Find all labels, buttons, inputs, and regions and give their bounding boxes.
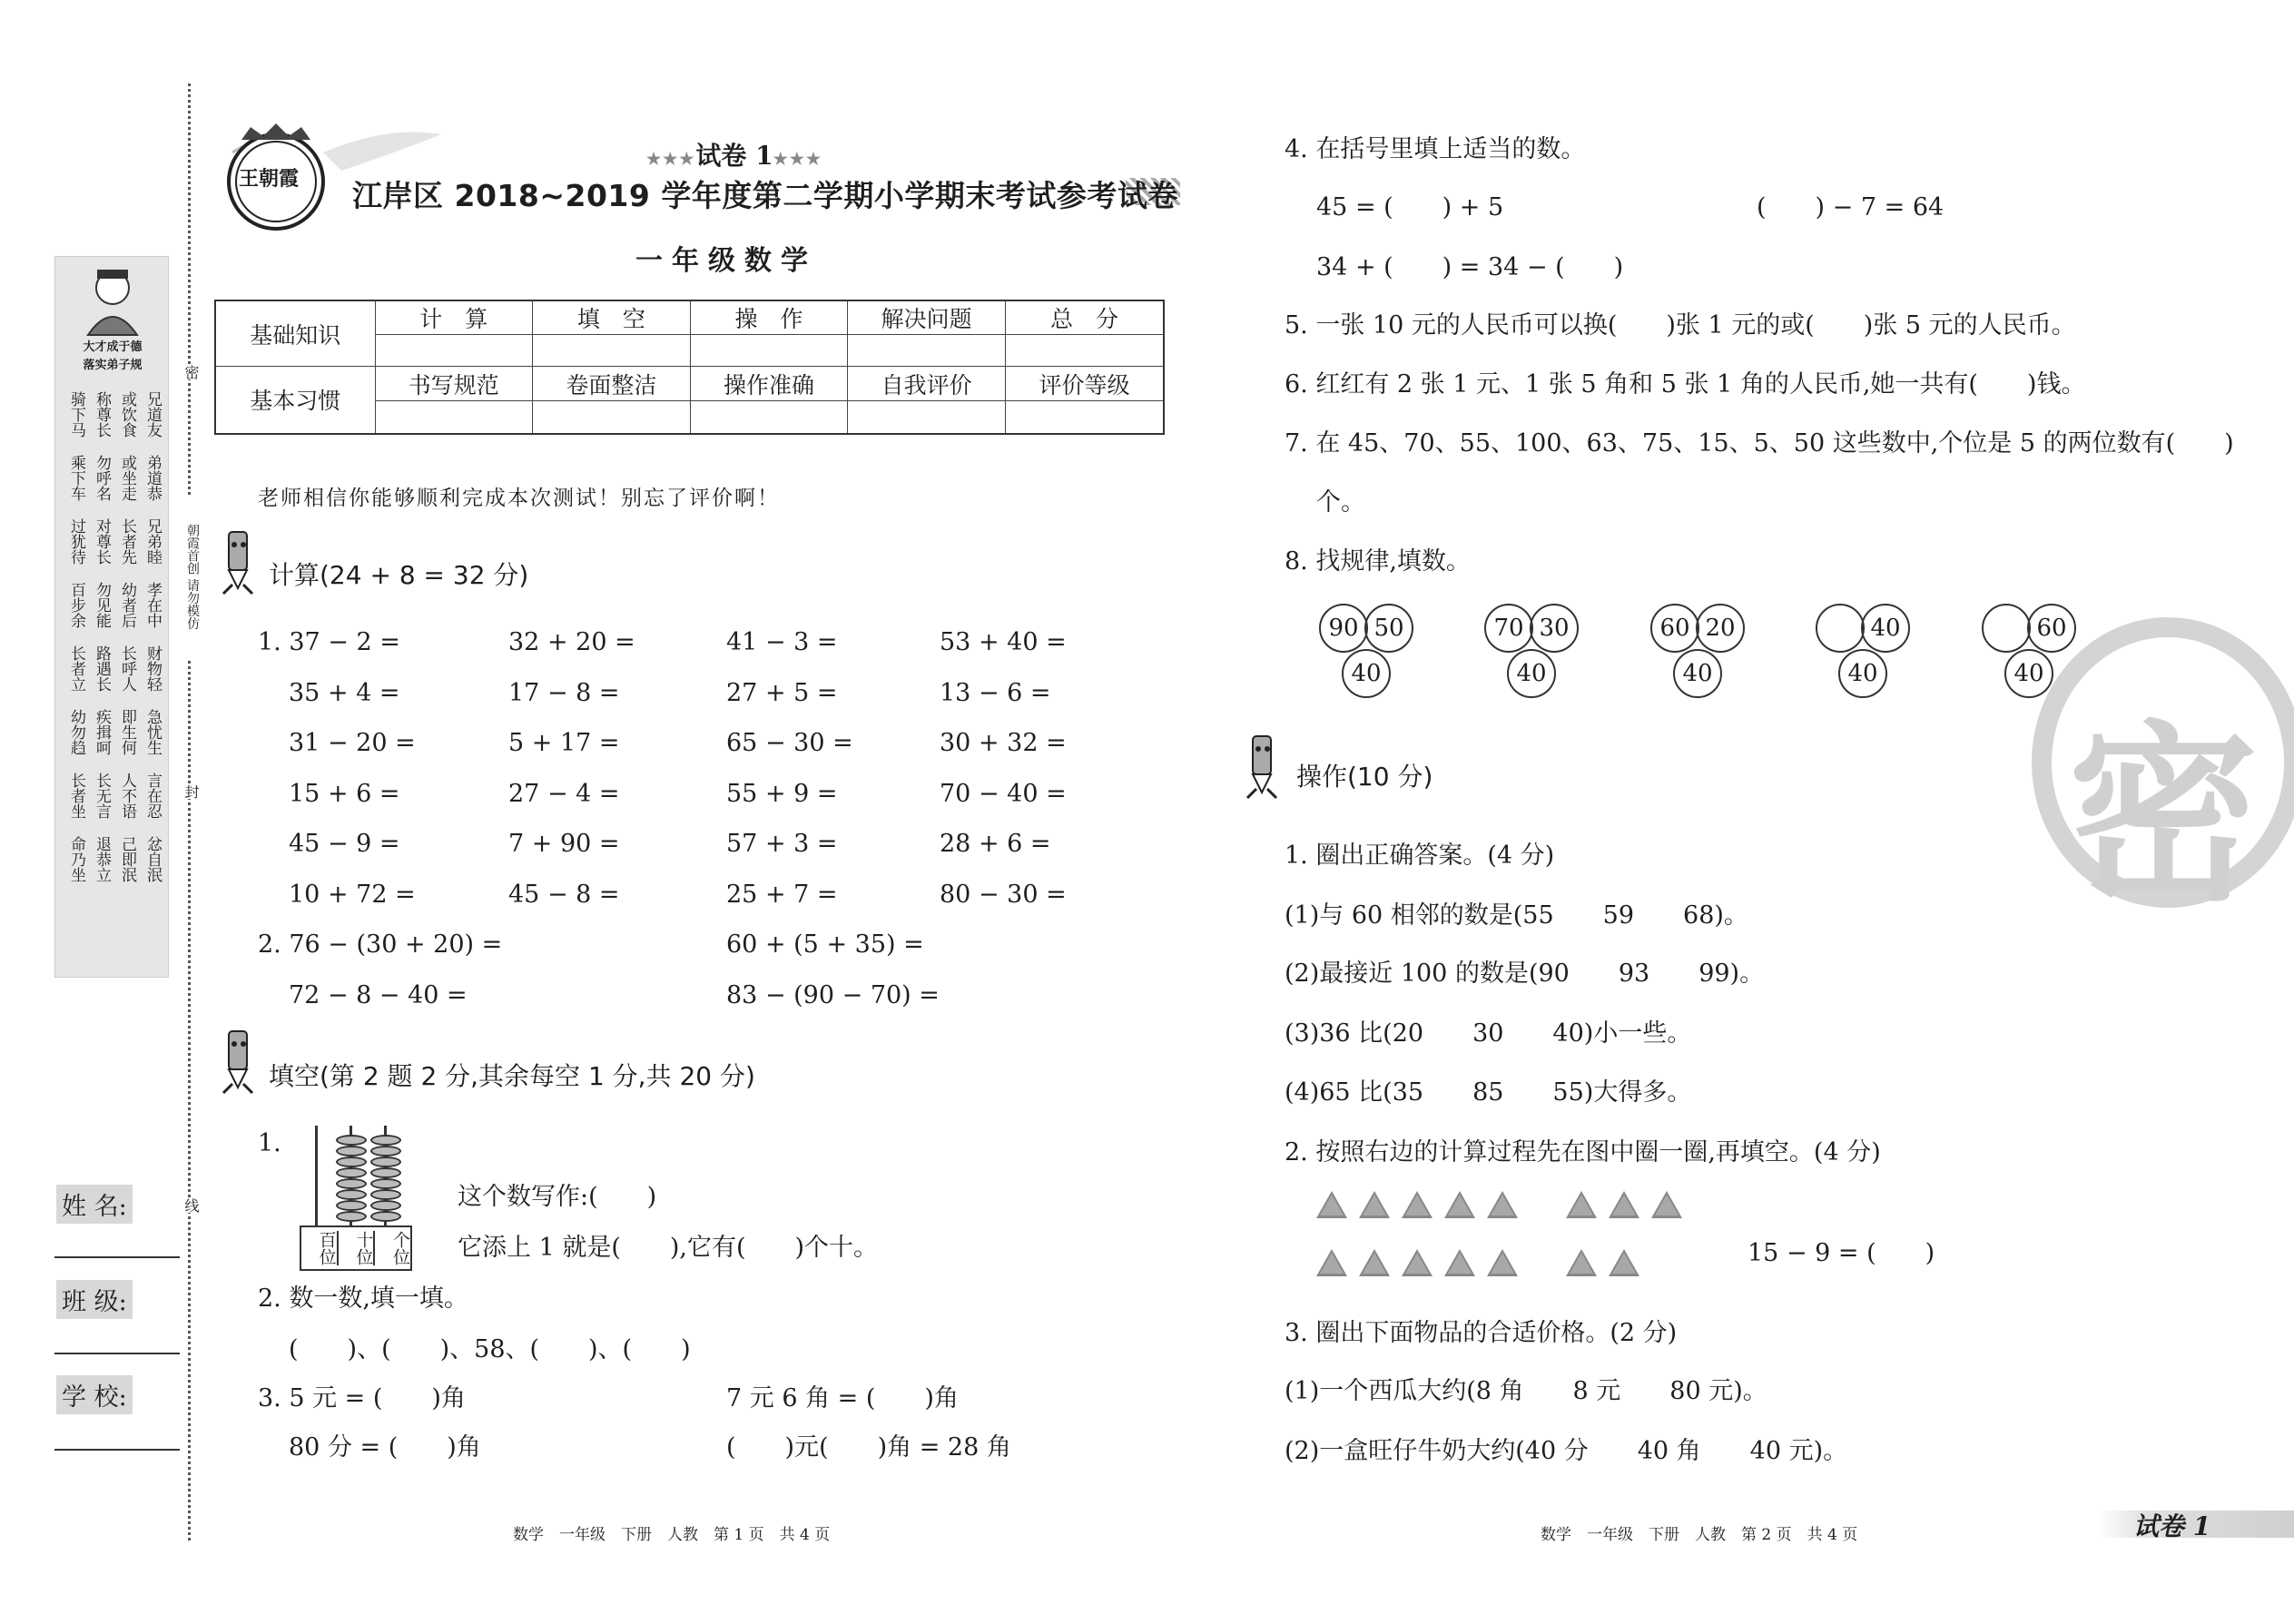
class-line [54, 1353, 180, 1354]
pattern-circle: 40 [1861, 604, 1910, 653]
ops-q1: 1. 圈出正确答案。(4 分) [1285, 842, 1555, 870]
calc-expression: 83 − (90 − 70) = [726, 980, 940, 1009]
pattern-circle: 40 [2004, 649, 2053, 698]
calc-expression: 5 + 17 = [508, 729, 620, 757]
exam-title: 江岸区 2018~2019 学年度第二学期小学期末考试参考试卷 [352, 178, 1178, 213]
proverb-column: 己即泯 [118, 836, 136, 882]
pattern-circle: 30 [1530, 604, 1579, 653]
fill-q1-line1: 这个数写作:( ) [458, 1183, 657, 1211]
proverb-column: 退恭立 [93, 836, 111, 882]
q4-c: 34 + ( ) = 34 − ( ) [1316, 253, 1624, 281]
triangle-icon [1444, 1249, 1475, 1276]
fill-q3-c: 80 分 = ( )角 [289, 1433, 481, 1462]
pattern-circle: 60 [1650, 604, 1699, 653]
calc-expression: 41 − 3 = [726, 628, 838, 656]
habit-header: 书写规范 [375, 367, 533, 401]
abacus-bead [370, 1189, 401, 1200]
triangle-icon [1566, 1249, 1597, 1276]
proverb-column: 或饮食 [118, 391, 136, 438]
pattern-circle [1816, 604, 1865, 653]
proverb-column: 长者立 [67, 645, 85, 692]
proverb-column: 骑下马 [67, 391, 85, 438]
school-label: 学 校: [56, 1375, 133, 1414]
triangle-icon [1609, 1191, 1639, 1218]
abacus-bead [336, 1167, 367, 1178]
proverb-column: 忿自泯 [143, 836, 162, 882]
name-label: 姓 名: [56, 1185, 133, 1224]
triangle-icon [1487, 1191, 1518, 1218]
habit-cell[interactable] [375, 401, 533, 434]
proverb-column: 幼勿趋 [67, 709, 85, 755]
series-label: ★★★试卷 1★★★ [646, 141, 823, 171]
pattern-circle: 40 [1507, 649, 1556, 698]
pattern-circle: 90 [1319, 604, 1368, 653]
abacus-bead [370, 1178, 401, 1189]
abacus-label: 百位 [301, 1231, 339, 1265]
calc-expression: 45 − 8 = [508, 880, 620, 909]
ops-q3: 3. 圈出下面物品的合适价格。(2 分) [1285, 1319, 1678, 1347]
proverb-column: 或坐走 [118, 455, 136, 501]
pattern-circle [1982, 604, 2031, 653]
ops-q3-b: (2)一盒旺仔牛奶大约(40 分 40 角 40 元)。 [1285, 1437, 1848, 1465]
proverb-column: 言在忍 [143, 773, 162, 819]
watermark-char: 密 [2068, 704, 2260, 927]
seal-note: 朝霞首创 请勿模仿 [172, 495, 200, 658]
habit-cell[interactable] [690, 401, 848, 434]
score-table [214, 300, 1165, 435]
calc-expression: 1. 37 − 2 = [258, 628, 400, 656]
q4-b: ( ) − 7 = 64 [1757, 193, 1944, 221]
calc-expression: 60 + (5 + 35) = [726, 930, 924, 959]
ops-q1-d: (4)65 比(35 85 55)大得多。 [1285, 1078, 1692, 1107]
brand-name: 王朝霞 [239, 167, 300, 191]
calc-expression: 2. 76 − (30 + 20) = [258, 930, 503, 959]
proverb-column: 兄弟睦 [143, 518, 162, 565]
footer-right: 数学 一年级 下册 人教 第 2 页 共 4 页 [1541, 1526, 1858, 1544]
proverb-column: 即生何 [118, 709, 136, 755]
ops-q1-a: (1)与 60 相邻的数是(55 59 68)。 [1285, 901, 1748, 930]
proverb-column: 长者坐 [67, 773, 85, 819]
triangle-row-1 [1316, 1191, 1694, 1222]
abacus-bead [336, 1135, 367, 1146]
pattern-circle: 70 [1484, 604, 1533, 653]
abacus-bead [370, 1146, 401, 1156]
calc-expression: 65 − 30 = [726, 729, 853, 757]
calc-expression: 25 + 7 = [726, 880, 838, 909]
q4: 4. 在括号里填上适当的数。 [1285, 135, 1586, 163]
q6: 6. 红红有 2 张 1 元、1 张 5 角和 5 张 1 角的人民币,她一共有( )钱。 [1285, 370, 2086, 399]
ops-q1-c: (3)36 比(20 30 40)小一些。 [1285, 1019, 1692, 1048]
q4-a: 45 = ( ) + 5 [1316, 193, 1504, 221]
abacus-rod [315, 1126, 318, 1225]
calc-expression: 30 + 32 = [940, 729, 1067, 757]
calc-expression: 7 + 90 = [508, 830, 620, 858]
calc-expression: 70 − 40 = [940, 779, 1067, 808]
proverb-group [63, 836, 162, 882]
seal-char-xian: 线 [172, 1198, 200, 1213]
triangle-icon [1402, 1249, 1433, 1276]
pattern-circle: 40 [1838, 649, 1887, 698]
fill-q1-num: 1. [258, 1129, 281, 1157]
score-header: 填 空 [533, 300, 691, 335]
proverb-columns [63, 391, 162, 900]
fill-title: 填空(第 2 题 2 分,其余每空 1 分,共 20 分) [269, 1061, 755, 1091]
calc-expression: 35 + 4 = [289, 678, 400, 707]
proverb-column: 勿呼名 [93, 455, 111, 501]
triangle-row-2 [1316, 1249, 1651, 1280]
calc-expression: 10 + 72 = [289, 880, 416, 909]
calc-expression: 17 − 8 = [508, 678, 620, 707]
fill-q3-d: ( )元( )角 = 28 角 [726, 1433, 1011, 1462]
score-cell[interactable] [690, 335, 848, 367]
proverb-column: 兄道友 [143, 391, 162, 438]
encouragement: 老师相信你能够顺利完成本次测试！别忘了评价啊！ [258, 487, 780, 510]
ops-q2: 2. 按照右边的计算过程先在图中圈一圈,再填空。(4 分) [1285, 1138, 1881, 1166]
series-text: 试卷 1 [695, 141, 773, 171]
q7: 7. 在 45、70、55、100、63、75、15、5、50 这些数中,个位是 5 的两位数有( ) [1285, 429, 2234, 458]
abacus-bead [336, 1178, 367, 1189]
proverb-column: 疾揖呵 [93, 709, 111, 755]
ops-q2-eq: 15 − 9 = ( ) [1748, 1239, 1935, 1267]
score-header: 解决问题 [848, 300, 1006, 335]
seal-char-mi: 密 [172, 365, 200, 379]
mascot-pencil-icon [214, 527, 263, 599]
triangle-icon [1359, 1249, 1390, 1276]
fill-q3-b: 7 元 6 角 = ( )角 [726, 1384, 959, 1412]
proverb-caption-2: 落实弟子规 [83, 359, 143, 372]
mascot-pencil-icon [1238, 731, 1287, 803]
calc-expression: 13 − 6 = [940, 678, 1051, 707]
habit-header: 评价等级 [1006, 367, 1165, 401]
habit-header: 卷面整洁 [533, 367, 691, 401]
score-cell[interactable] [1006, 335, 1165, 367]
binding-dotted-line [188, 84, 191, 1540]
fill-q1-line2: 它添上 1 就是( ),它有( )个十。 [458, 1234, 879, 1262]
proverb-panel [54, 256, 169, 978]
abacus-bead [370, 1156, 401, 1167]
name-line [54, 1256, 180, 1258]
proverb-column: 对尊长 [93, 518, 111, 565]
abacus-base [300, 1225, 412, 1271]
fill-q2: 2. 数一数,填一填。 [258, 1284, 468, 1313]
habit-header: 自我评价 [848, 367, 1006, 401]
abacus [300, 1126, 412, 1271]
calc-expression: 80 − 30 = [940, 880, 1067, 909]
calc-expression: 57 + 3 = [726, 830, 838, 858]
calc-expression: 15 + 6 = [289, 779, 400, 808]
proverb-column: 弟道恭 [143, 455, 162, 501]
abacus-bead [370, 1167, 401, 1178]
q8: 8. 找规律,填数。 [1285, 547, 1471, 576]
triangle-icon [1566, 1191, 1597, 1218]
abacus-bead [336, 1189, 367, 1200]
footer-tag: 试卷 1 [2133, 1511, 2211, 1541]
triangle-icon [1609, 1249, 1639, 1276]
score-header: 计 算 [375, 300, 533, 335]
ops-q1-b: (2)最接近 100 的数是(90 93 99)。 [1285, 960, 1765, 988]
class-label: 班 级: [56, 1280, 133, 1319]
proverb-column: 财物轻 [143, 645, 162, 692]
abacus-bead [336, 1211, 367, 1222]
abacus-label: 个位 [390, 1231, 411, 1265]
proverb-group [63, 391, 162, 438]
row1-label: 基础知识 [215, 300, 375, 367]
proverb-column: 人不语 [118, 773, 136, 819]
seal-char-feng: 封 [172, 784, 200, 799]
proverb-caption-1: 大才成于德 [83, 340, 143, 354]
school-line [54, 1449, 180, 1451]
calc-expression: 31 − 20 = [289, 729, 416, 757]
fill-q2-seq: ( )、( )、58、( )、( ) [289, 1335, 691, 1363]
proverb-column: 孝在中 [143, 582, 162, 628]
triangle-icon [1316, 1249, 1347, 1276]
score-cell[interactable] [533, 335, 691, 367]
proverb-column: 命乃坐 [67, 836, 85, 882]
calc-expression: 53 + 40 = [940, 628, 1067, 656]
abacus-bead [336, 1146, 367, 1156]
pattern-circle: 20 [1696, 604, 1745, 653]
proverb-group [63, 645, 162, 692]
proverb-column: 长者先 [118, 518, 136, 565]
pattern-circle: 50 [1364, 604, 1413, 653]
proverb-column: 长呼人 [118, 645, 136, 692]
triangle-icon [1316, 1191, 1347, 1218]
calc-expression: 27 + 5 = [726, 678, 838, 707]
habit-cell[interactable] [533, 401, 691, 434]
mascot-pencil-icon [214, 1026, 263, 1098]
calc-expression: 55 + 9 = [726, 779, 838, 808]
score-cell[interactable] [375, 335, 533, 367]
proverb-group [63, 709, 162, 755]
ops-title: 操作(10 分) [1296, 762, 1433, 792]
abacus-bead [370, 1211, 401, 1222]
pattern-circle: 60 [2027, 604, 2076, 653]
score-header: 操 作 [690, 300, 848, 335]
calc-expression: 27 − 4 = [508, 779, 620, 808]
q7-cont: 个。 [1316, 488, 1365, 517]
proverb-column: 急忧生 [143, 709, 162, 755]
proverb-column: 幼者后 [118, 582, 136, 628]
ops-q3-a: (1)一个西瓜大约(8 角 8 元 80 元)。 [1285, 1377, 1767, 1405]
calc-expression: 45 − 9 = [289, 830, 400, 858]
proverb-group [63, 518, 162, 565]
pattern-circle: 40 [1342, 649, 1391, 698]
proverb-column: 路遇长 [93, 645, 111, 692]
score-cell[interactable] [848, 335, 1006, 367]
fill-q3-a: 3. 5 元 = ( )角 [258, 1384, 466, 1412]
pattern-circle: 40 [1673, 649, 1722, 698]
exam-subtitle: 一年级数学 [635, 245, 817, 277]
calc-expression: 32 + 20 = [508, 628, 635, 656]
habit-cell[interactable] [848, 401, 1006, 434]
proverb-group [63, 582, 162, 628]
proverb-column: 乘下车 [67, 455, 85, 501]
proverb-column: 勿见能 [93, 582, 111, 628]
proverb-group [63, 773, 162, 819]
scholar-icon [81, 264, 144, 337]
abacus-bead [370, 1135, 401, 1146]
proverb-column: 长无言 [93, 773, 111, 819]
habit-cell[interactable] [1006, 401, 1165, 434]
q5: 5. 一张 10 元的人民币可以换( )张 1 元的或( )张 5 元的人民币。 [1285, 311, 2076, 340]
triangle-icon [1402, 1191, 1433, 1218]
calc-expression: 28 + 6 = [940, 830, 1051, 858]
calc-expression: 72 − 8 − 40 = [289, 980, 468, 1009]
triangle-icon [1487, 1249, 1518, 1276]
footer-left: 数学 一年级 下册 人教 第 1 页 共 4 页 [513, 1526, 831, 1544]
abacus-bead [336, 1156, 367, 1167]
abacus-bead [336, 1200, 367, 1211]
proverb-column: 百步余 [67, 582, 85, 628]
abacus-bead [370, 1200, 401, 1211]
triangle-icon [1651, 1191, 1682, 1218]
calc-title: 计算(24 + 8 = 32 分) [269, 560, 529, 590]
proverb-column: 称尊长 [93, 391, 111, 438]
proverb-group [63, 455, 162, 501]
abacus-label: 十位 [339, 1231, 376, 1265]
habit-header: 操作准确 [690, 367, 848, 401]
triangle-icon [1359, 1191, 1390, 1218]
triangle-icon [1444, 1191, 1475, 1218]
proverb-column: 过犹待 [67, 518, 85, 565]
row2-label: 基本习惯 [215, 367, 375, 434]
score-header: 总 分 [1006, 300, 1165, 335]
